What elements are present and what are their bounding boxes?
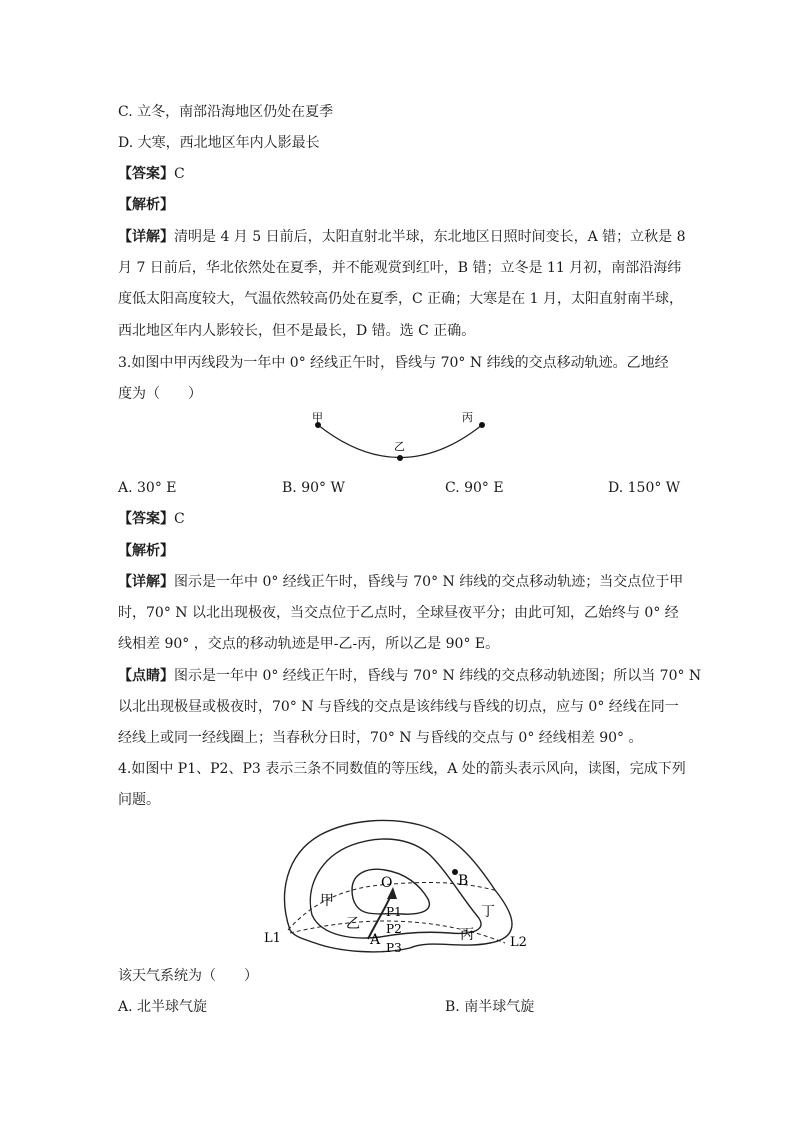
q3-option-d: D. 150° W xyxy=(608,480,681,496)
q2-detail-line-1: 【详解】清明是 4 月 5 日前后，太阳直射北半球，东北地区日照时间变长，A 错；立秋是 8 xyxy=(118,229,686,245)
label-a: A xyxy=(370,932,381,948)
label-yi: 乙 xyxy=(346,916,360,932)
q3-point-line-2: 以北出现极昼或极夜时，70° N 与昏线的交点是该纬线与昏线的切点，应与 0° 经线在同一 xyxy=(118,699,679,715)
point-tag: 【点睛】 xyxy=(118,668,174,684)
label-bing: 丙 xyxy=(460,927,474,943)
label-p1: P1 xyxy=(386,905,402,919)
q4-isobar-figure xyxy=(260,815,535,960)
label-ding: 丁 xyxy=(481,904,495,920)
label-p3: P3 xyxy=(386,941,402,955)
answer-tag: 【答案】 xyxy=(118,511,174,527)
q3-answer-row xyxy=(118,509,185,529)
q3-point-line-3: 经线上或同一经线圈上；当春秋分日时，70° N 与昏线的交点与 0° 经线相差 90° 。 xyxy=(118,730,643,746)
answer-tag: 【答案】 xyxy=(118,166,174,182)
label-bing: 丙 xyxy=(462,411,473,424)
q4-option-a: A. 北半球气旋 xyxy=(118,999,208,1015)
answer-value: C xyxy=(174,511,185,527)
label-b: B xyxy=(458,873,469,889)
q2-detail-line-3: 度低太阳高度较大，气温依然较高仍处在夏季，C 正确；大寒是在 1 月，太阳直射南半球， xyxy=(118,291,683,307)
q3-detail-line-1: 【详解】图示是一年中 0° 经线正午时，昏线与 70° N 纬线的交点移动轨迹；当交点位于甲 xyxy=(118,574,684,590)
q4-stem-line-1: 4.如图中 P1、P2、P3 表示三条不同数值的等压线，A 处的箭头表示风向，读图，完成下列 xyxy=(118,761,686,777)
q3-option-c: C. 90° E xyxy=(445,480,504,496)
label-o: O xyxy=(381,875,393,891)
q4-stem-line-2: 问题。 xyxy=(118,792,160,808)
q2-answer-row xyxy=(118,164,185,184)
label-yi: 乙 xyxy=(394,440,405,453)
q3-option-b: B. 90° W xyxy=(282,480,345,496)
q3-detail-line-2: 时，70° N 以北出现极夜，当交点位于乙点时，全球昼夜平分；由此可知，乙始终与 0° 经 xyxy=(118,605,679,621)
q3-stem-line-1: 3.如图中甲丙线段为一年中 0° 经线正午时，昏线与 70° N 纬线的交点移动轨迹。乙地经 xyxy=(118,355,669,371)
q3-stem-line-2: 度为（ ） xyxy=(118,386,202,402)
q2-option-c: C. 立冬，南部沿海地区仍处在夏季 xyxy=(118,104,334,120)
detail-tag: 【详解】 xyxy=(118,229,174,245)
label-p2: P2 xyxy=(386,922,402,936)
q3-detail-line-3: 线相差 90° ，交点的移动轨迹是甲-乙-丙，所以乙是 90° E。 xyxy=(118,636,500,652)
point-bing xyxy=(479,422,485,428)
label-l1: L1 xyxy=(264,931,281,946)
q2-detail-line-2: 月 7 日前后，华北依然处在夏季，并不能观赏到红叶，B 错；立冬是 11 月初，南部沿海纬 xyxy=(118,260,682,276)
analysis-tag: 【解析】 xyxy=(118,543,174,559)
label-jia: 甲 xyxy=(312,411,323,424)
q3-point-line-1: 【点睛】图示是一年中 0° 经线正午时，昏线与 70° N 纬线的交点移动轨迹图；所以当 70° N xyxy=(118,668,702,684)
q2-detail-line-4: 西北地区年内人影较长，但不是最长，D 错。选 C 正确。 xyxy=(118,323,476,339)
label-jia: 甲 xyxy=(320,893,334,909)
q4-option-b: B. 南半球气旋 xyxy=(445,999,535,1015)
detail-tag: 【详解】 xyxy=(118,574,174,590)
q3-option-a: A. 30° E xyxy=(118,480,177,496)
analysis-tag: 【解析】 xyxy=(118,197,174,213)
q2-option-d: D. 大寒，西北地区年内人影最长 xyxy=(118,135,320,151)
q3-trajectory-figure xyxy=(300,408,500,468)
point-yi xyxy=(397,455,403,461)
label-l2: L2 xyxy=(510,935,527,950)
answer-value: C xyxy=(174,166,185,182)
q4-sub-stem: 该天气系统为（ ） xyxy=(118,968,258,984)
